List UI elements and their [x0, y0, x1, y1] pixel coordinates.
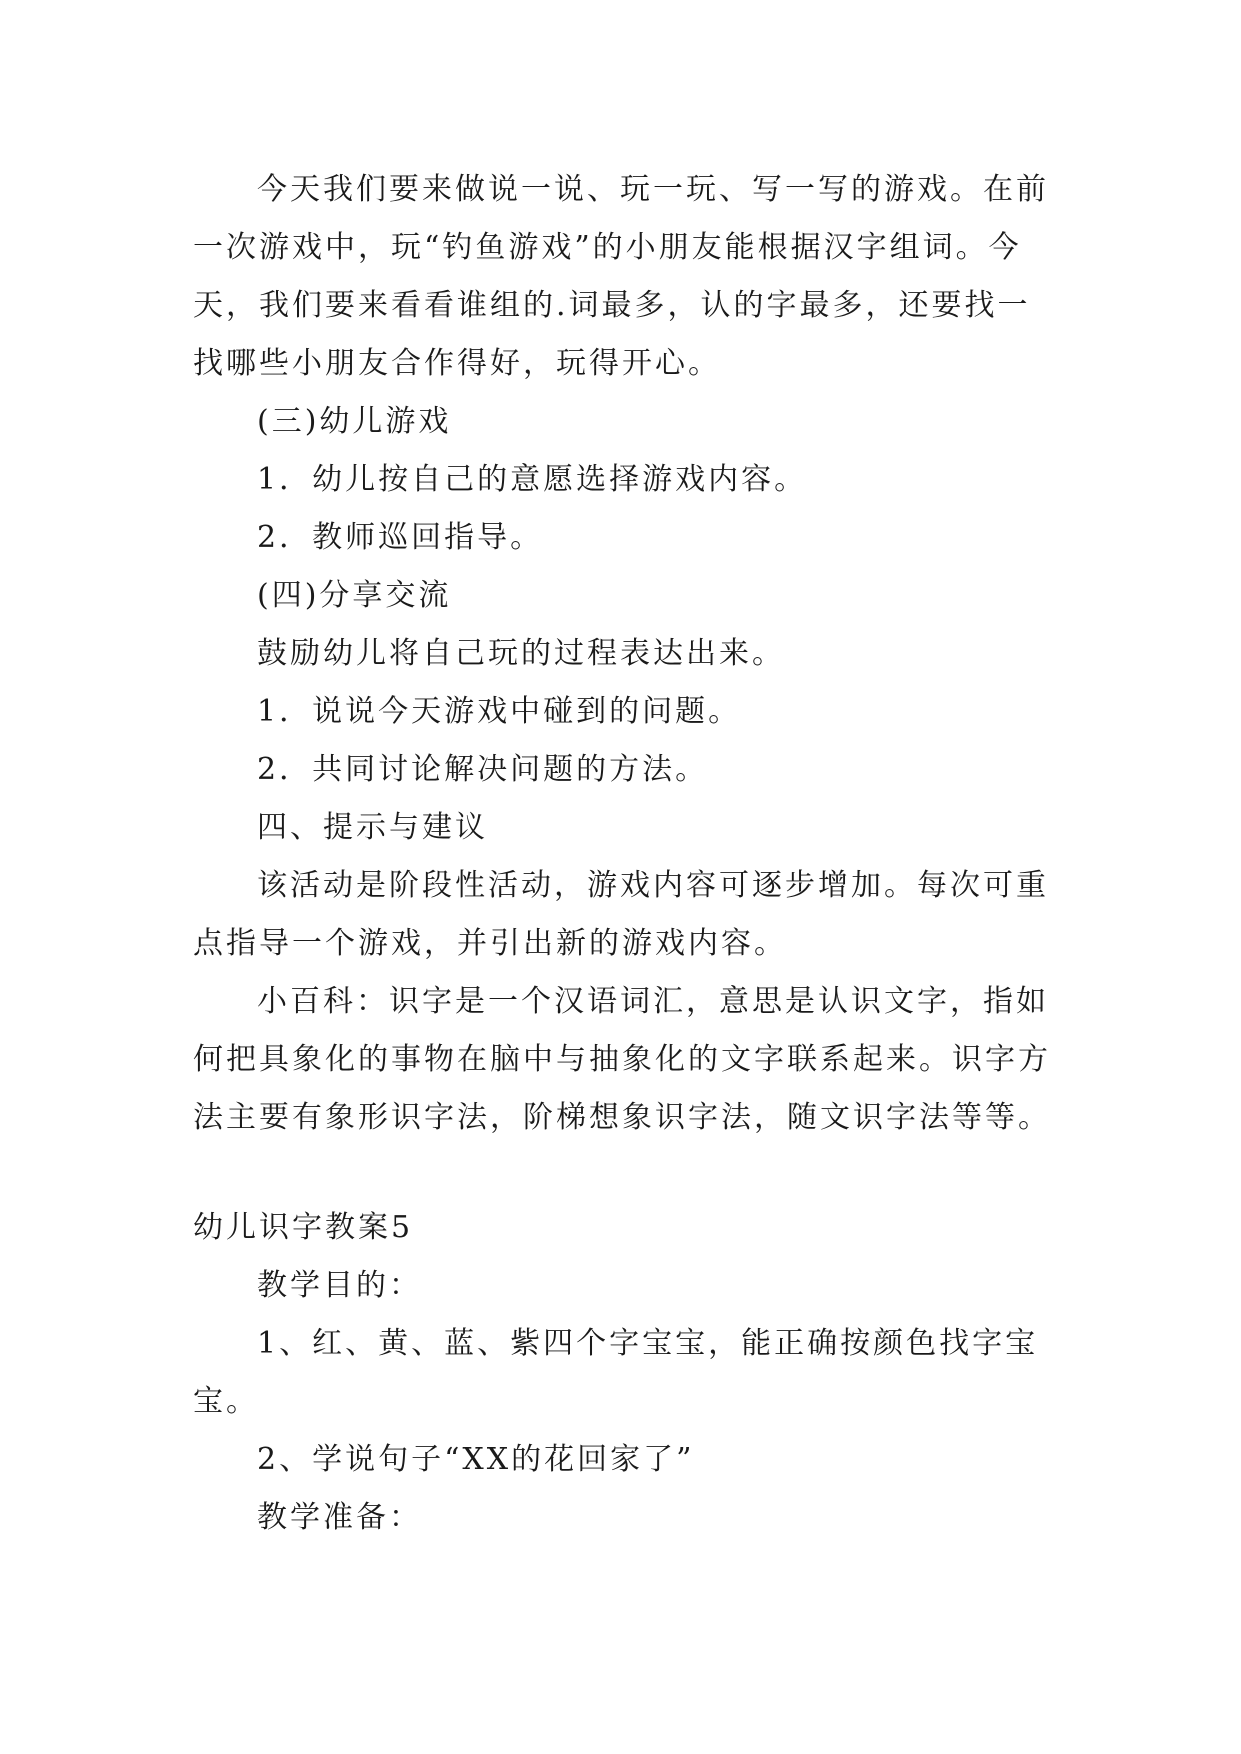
section-heading: (三)幼儿游戏: [257, 404, 452, 439]
list-item: 1．幼儿按自己的意愿选择游戏内容。: [257, 462, 808, 497]
document-title: 幼儿识字教案5: [193, 1210, 414, 1245]
paragraph-line: 该活动是阶段性活动，游戏内容可逐步增加。每次可重: [257, 868, 1049, 903]
paragraph-line: 法主要有象形识字法，阶梯想象识字法，随文识字法等等。: [193, 1100, 1051, 1135]
list-item: 2．共同讨论解决问题的方法。: [257, 752, 709, 787]
list-item: 2．教师巡回指导。: [257, 520, 544, 555]
paragraph-line: 小百科：识字是一个汉语词汇，意思是认识文字，指如: [257, 984, 1049, 1019]
list-item-continuation: 宝。: [193, 1384, 259, 1419]
section-heading: 四、提示与建议: [257, 810, 488, 845]
paragraph-line: 找哪些小朋友合作得好，玩得开心。: [193, 346, 721, 381]
list-item: 1、红、黄、蓝、紫四个字宝宝，能正确按颜色找字宝: [257, 1326, 1039, 1361]
section-heading: (四)分享交流: [257, 578, 452, 613]
paragraph-line: 点指导一个游戏，并引出新的游戏内容。: [193, 926, 787, 961]
paragraph-line: 今天我们要来做说一说、玩一玩、写一写的游戏。在前: [257, 172, 1049, 207]
paragraph-line: 鼓励幼儿将自己玩的过程表达出来。: [257, 636, 785, 671]
paragraph-line: 天，我们要来看看谁组的.词最多，认的字最多，还要找一: [193, 288, 1031, 323]
section-heading: 教学目的：: [257, 1268, 422, 1303]
paragraph-line: 一次游戏中，玩“钓鱼游戏”的小朋友能根据汉字组词。今: [193, 230, 1022, 265]
list-item: 2、学说句子“XX的花回家了”: [257, 1442, 695, 1477]
section-heading: 教学准备：: [257, 1500, 422, 1535]
list-item: 1．说说今天游戏中碰到的问题。: [257, 694, 742, 729]
paragraph-line: 何把具象化的事物在脑中与抽象化的文字联系起来。识字方: [193, 1042, 1051, 1077]
